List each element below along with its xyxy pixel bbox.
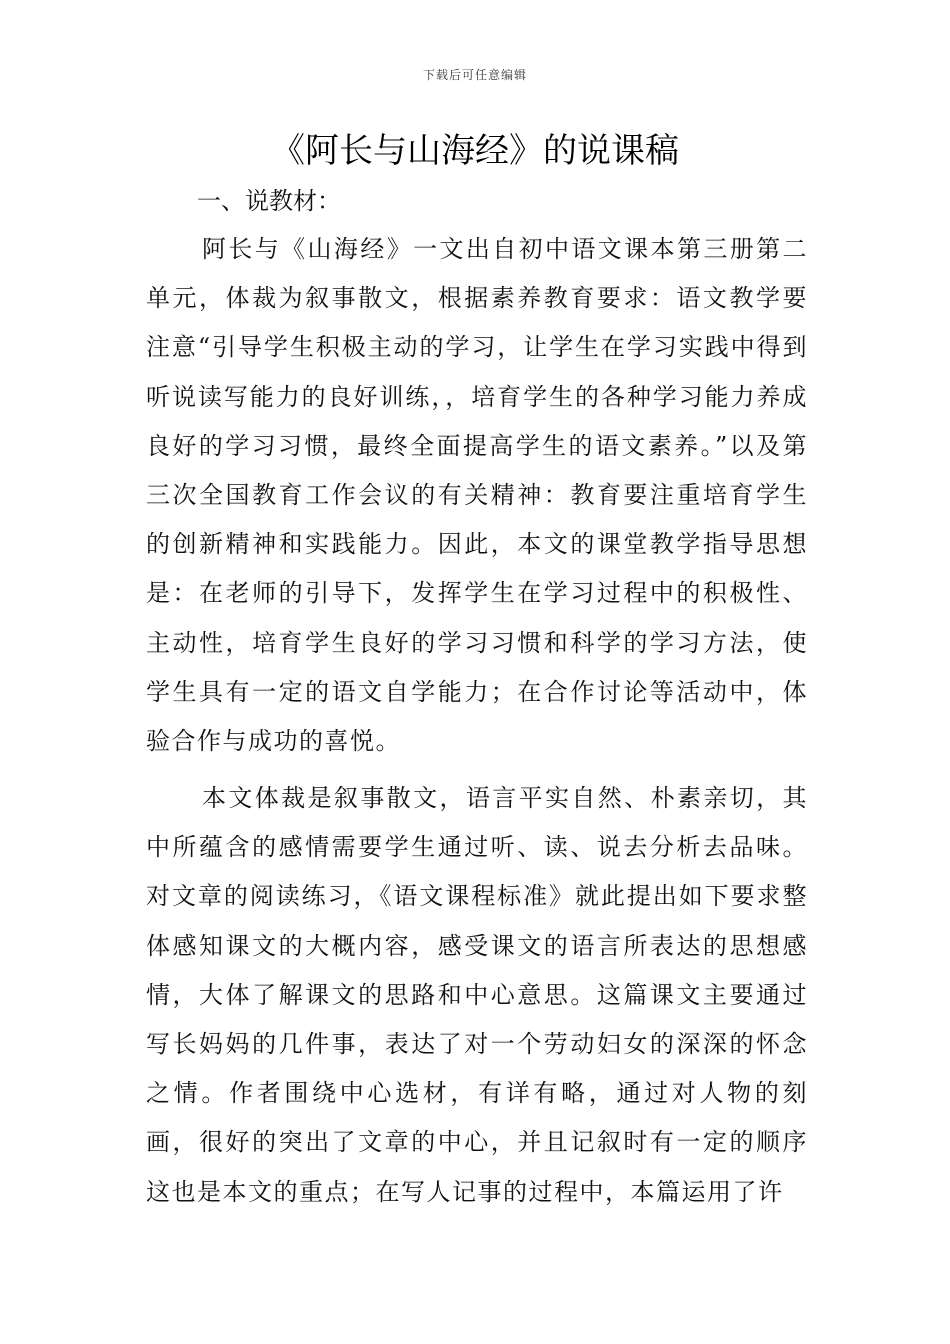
section-heading: 一、说教材： xyxy=(197,187,341,215)
document-title: 《阿长与山海经》的说课稿 xyxy=(271,131,679,171)
body-paragraph: 阿长与《山海经》一文出自初中语文课本第三册第二单元，体裁为叙事散文，根据素养教育要求：语文教学要注意“引导学生积极主动的学习，让学生在学习实践中得到听说读写能力的良好训练，，培育学生的各种学习能力养成良好的学习习惯，最终全面提高学生的语文素养。”以及第三次全国教育工作会议的有关精神：教育要注重培育学生的创新精神和实践能力。因此，本文的课堂教学指导思想是：在老师的引导下，发挥学生在学习过程中的积极性、主动性，培育学生良好的学习习惯和科学的学习方法，使学生具有一定的语文自学能力；在合作讨论等活动中，体验合作与成功的喜悦。 xyxy=(146,235,808,756)
body-paragraph: 本文体裁是叙事散文，语言平实自然、朴素亲切，其中所蕴含的感情需要学生通过听、读、说去分析去品味。对文章的阅读练习，《语文课程标准》就此提出如下要求整体感知课文的大概内容，感受课文的语言所表达的思想感情，大体了解课文的思路和中心意思。这篇课文主要通过写长妈妈的几件事，表达了对一个劳动妇女的深深的怀念之情。作者围绕中心选材，有详有略，通过对人物的刻画，很好的突出了文章的中心，并且记叙时有一定的顺序这也是本文的重点；在写人记事的过程中，本篇运用了许 xyxy=(146,784,808,1206)
header-note: 下载后可任意编辑 xyxy=(422,68,527,82)
